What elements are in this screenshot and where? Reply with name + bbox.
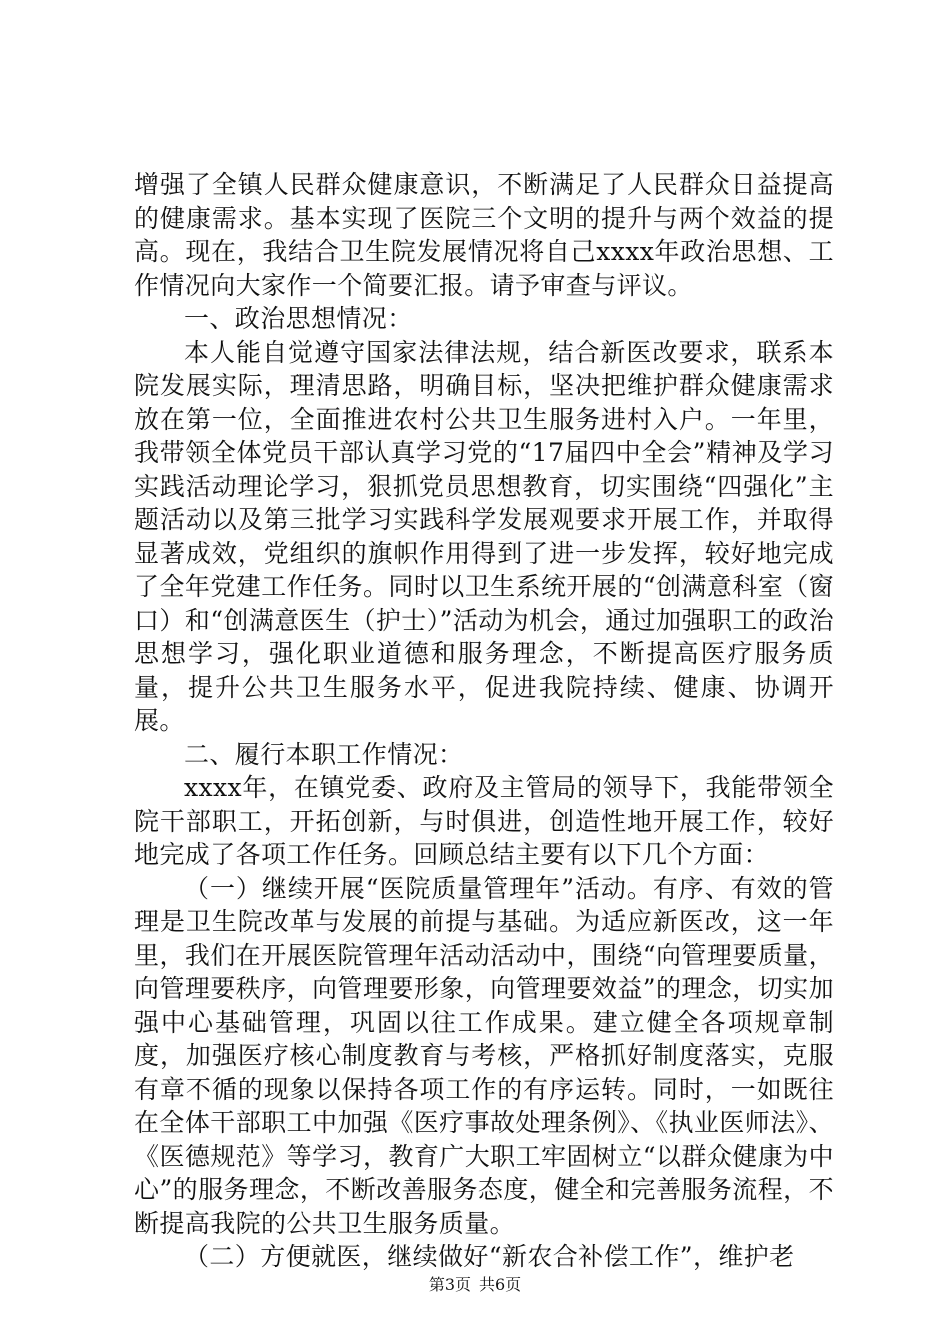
section-heading-political: 一、政治思想情况：: [184, 304, 413, 333]
paragraph-medical-convenience: （二）方便就医，继续做好“新农合补偿工作”，维护老: [184, 1242, 795, 1271]
document-body: [134, 168, 834, 1274]
page-total: 共6页: [479, 1275, 522, 1294]
paragraph-continuation: 增强了全镇人民群众健康意识，不断满足了人民群众日益提高的健康需求。基本实现了医院三个文明的提升与两个效益的提高。现在，我结合卫生院发展情况将自己xxxx年政治思想、工作情况向大家作一个简要汇报。请予审查与评议。: [134, 170, 834, 300]
paragraph-quality-management: （一）继续开展“医院质量管理年”活动。有序、有效的管理是卫生院改革与发展的前提与基础。为适应新医改，这一年里，我们在开展医院管理年活动活动中，围绕“向管理要质量，向管理要秩序，向管理要形象，向管理要效益”的理念，切实加强中心基础管理，巩固以往工作成果。建立健全各项规章制度，加强医疗核心制度教育与考核，严格抓好制度落实，克服有章不循的现象以保持各项工作的有序运转。同时，一如既往在全体干部职工中加强《医疗事故处理条例》、《执业医师法》、《医德规范》等学习，教育广大职工牢固树立“以群众健康为中心”的服务理念，不断改善服务态度，健全和完善服务流程，不断提高我院的公共卫生服务质量。: [134, 873, 834, 1238]
paragraph-duties-intro: xxxx年，在镇党委、政府及主管局的领导下，我能带领全院干部职工，开拓创新，与时俱进，创造性地开展工作，较好地完成了各项工作任务。回顾总结主要有以下几个方面：: [134, 773, 834, 869]
section-heading-duties: 二、履行本职工作情况：: [184, 739, 464, 769]
page-footer: [0, 1275, 950, 1295]
paragraph-political: 本人能自觉遵守国家法律法规，结合新医改要求，联系本院发展实际，理清思路，明确目标，坚决把维护群众健康需求放在第一位，全面推进农村公共卫生服务进村入户。一年里，我带领全体党员干部认真学习党的“17届四中全会”精神及学习实践活动理论学习，狠抓党员思想教育，切实围绕“四强化”主题活动以及第三批学习实践科学发展观要求开展工作，并取得显著成效，党组织的旗帜作用得到了进一步发挥，较好地完成了全年党建工作任务。同时以卫生系统开展的“创满意科室（窗口）和“创满意医生（护士）”活动为机会，通过加强职工的政治思想学习，强化职业道德和服务理念，不断提高医疗服务质量，提升公共卫生服务水平，促进我院持续、健康、协调开展。: [134, 337, 834, 735]
page-number: 第3页: [428, 1275, 471, 1294]
